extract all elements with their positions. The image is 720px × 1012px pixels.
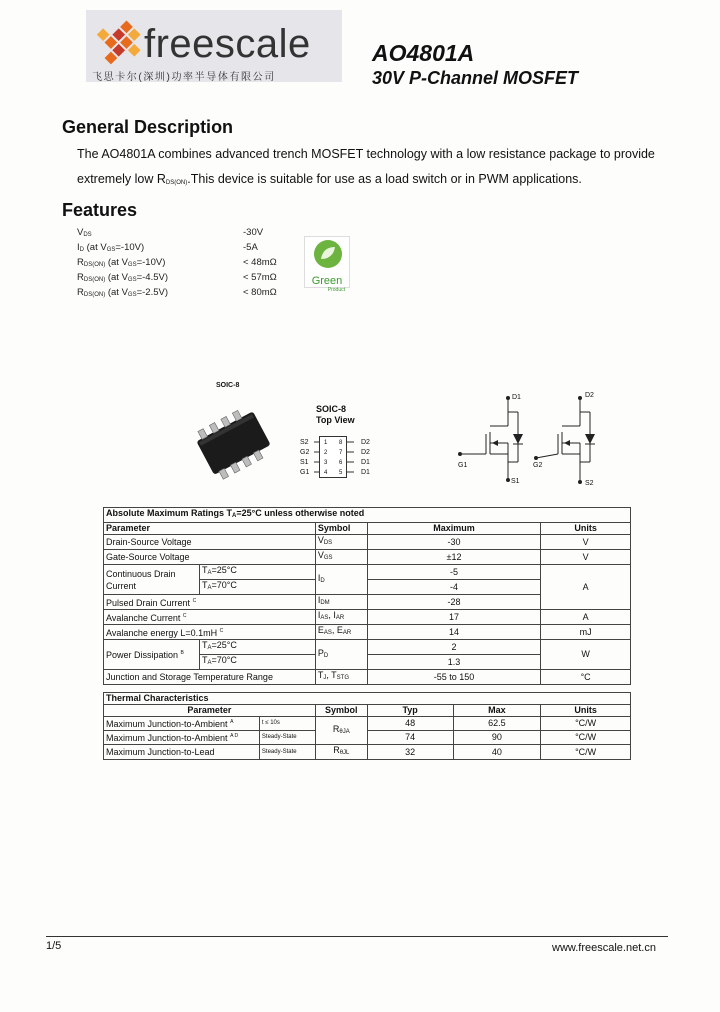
fet1-gate-label: G1 [458, 462, 468, 469]
brand-subtitle: 飞思卡尔(深圳)功率半导体有限公司 [92, 72, 276, 83]
absolute-max-ratings-table [103, 507, 631, 685]
feature-rdson-2v5: RDS(ON) (at VGS=-2.5V) [77, 287, 169, 298]
top-view-subtitle: Top View [316, 415, 355, 425]
table-row: Power Dissipation $^B$ TA=25°C PD 2 W [104, 640, 631, 655]
abs-col-symbol: Symbol [315, 523, 367, 535]
table-row: Avalanche Current $^C$ IAS, IAR 17 A [104, 610, 631, 625]
fet2-drain-label: D2 [585, 392, 594, 399]
feature-rdson-10v: RDS(ON) (at VGS=-10V) [77, 257, 166, 268]
table-row: TA=70°C 1.3 [104, 655, 631, 670]
feature-rdson-2v5-value: < 80mΩ [243, 287, 277, 298]
feature-rdson-4v5-value: < 57mΩ [243, 272, 277, 283]
features-heading: Features [62, 200, 138, 220]
thermal-col-max: Max [453, 705, 541, 717]
pinout-pin-stubs [310, 436, 370, 478]
mosfet-schematic [456, 390, 606, 490]
fet1-drain-label: D1 [512, 394, 521, 401]
soic8-package-image [184, 396, 284, 492]
table-row: Maximum Junction-to-Ambient $^A$ t ≤ 10s RθJA 48 62.5 °C/W [104, 717, 631, 731]
feature-vds: VDS [77, 227, 92, 238]
table-row: Junction and Storage Temperature Range TJ, TSTG -55 to 150 °C [104, 670, 631, 685]
thermal-col-parameter: Parameter [104, 705, 316, 717]
abs-max-title: Absolute Maximum Ratings TA=25°C unless otherwise noted [104, 508, 631, 523]
part-description: 30V P-Channel MOSFET [372, 68, 579, 88]
abs-col-units: Units [541, 523, 631, 535]
feature-id: ID (at VGS=-10V) [77, 242, 145, 253]
fet1-source-label: S1 [511, 478, 520, 485]
footer-divider [46, 936, 668, 937]
green-label: Green [311, 275, 343, 287]
leaf-icon [305, 237, 351, 271]
pinout-left-labels: S2 G2 S1 G1 [300, 439, 310, 476]
part-number: AO4801A [372, 40, 475, 66]
table-row: Avalanche energy L=0.1mH $^C$ EAS, EAR 14 mJ [104, 625, 631, 640]
abs-col-parameter: Parameter [104, 523, 316, 535]
feature-vds-value: -30V [243, 227, 264, 238]
general-description-heading: General Description [62, 117, 234, 137]
description-line-2: extremely low RDS(ON).This device is suitable for use as a load switch or in PWM applications. [77, 172, 582, 186]
thermal-col-symbol: Symbol [315, 705, 367, 717]
table-row: Maximum Junction-to-Ambient $^{A D}$ Steady-State 74 90 °C/W [104, 731, 631, 745]
description-line-1: The AO4801A combines advanced trench MOSFET technology with a low resistance package to provide [77, 147, 655, 161]
pinout-left-numbers: 1 2 3 4 [324, 440, 328, 476]
table-row: Gate-Source Voltage VGS ±12 V [104, 550, 631, 565]
thermal-title: Thermal Characteristics [104, 693, 631, 705]
table-row: Drain-Source Voltage VDS -30 V [104, 535, 631, 550]
green-product-badge [304, 236, 350, 293]
table-row: Pulsed Drain Current $^C$ IDM -28 [104, 595, 631, 610]
thermal-characteristics-table [103, 692, 631, 760]
table-row: TA=70°C -4 [104, 580, 631, 595]
thermal-col-units: Units [541, 705, 631, 717]
abs-col-maximum: Maximum [367, 523, 540, 535]
page-number: 1/5 [46, 940, 62, 952]
fet2-gate-label: G2 [533, 462, 543, 469]
feature-rdson-10v-value: < 48mΩ [243, 257, 277, 268]
feature-id-value: -5A [243, 242, 258, 253]
green-sub-label: Product [327, 287, 345, 293]
pinout-right-numbers: 8 7 6 5 [339, 440, 343, 476]
soic-package-label: SOIC-8 [216, 382, 240, 389]
top-view-title: SOIC-8 [316, 404, 347, 414]
thermal-col-typ: Typ [367, 705, 453, 717]
table-row: Continuous Drain Current TA=25°C ID -5 A [104, 565, 631, 580]
table-row: Maximum Junction-to-Lead Steady-State RθJL 32 40 °C/W [104, 745, 631, 760]
footer-url-link[interactable]: www.freescale.net.cn [552, 942, 656, 954]
fet2-source-label: S2 [585, 480, 594, 487]
freescale-logo-icon [90, 16, 146, 76]
pinout-right-labels: D2 D2 D1 D1 [361, 439, 370, 476]
feature-rdson-4v5: RDS(ON) (at VGS=-4.5V) [77, 272, 169, 283]
brand-name: freescale [144, 22, 311, 66]
